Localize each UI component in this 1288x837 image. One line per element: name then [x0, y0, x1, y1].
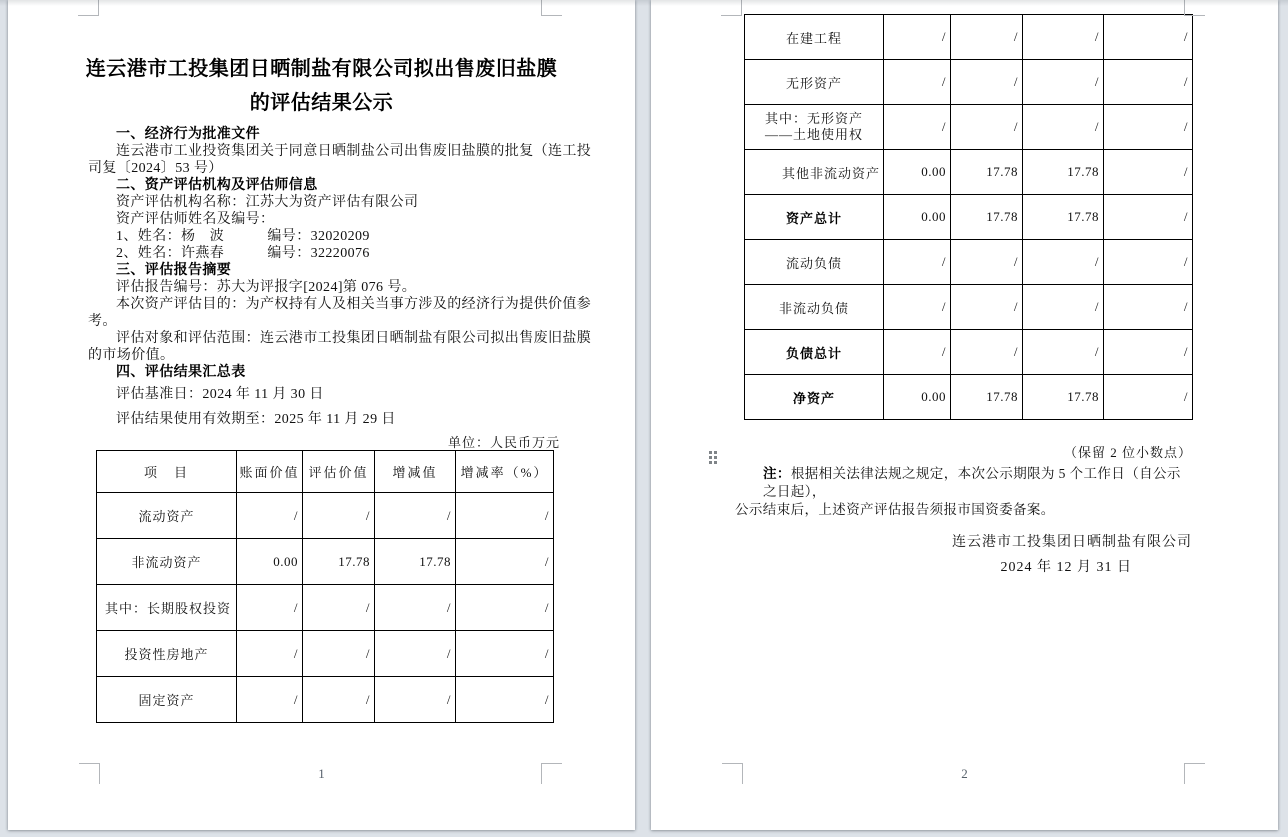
- body-line: 评估报告编号：苏大为评报字[2024]第 076 号。: [116, 280, 417, 295]
- cell: /: [456, 677, 554, 723]
- cell: /: [1104, 240, 1193, 285]
- cell: /: [1023, 60, 1104, 105]
- body-line: 资产评估机构名称：江苏大为资产评估有限公司: [116, 195, 419, 210]
- header-book-value: 账面价值: [237, 451, 303, 493]
- cell: 0.00: [237, 539, 303, 585]
- cell: 0.00: [884, 150, 951, 195]
- body-line: 的市场价值。: [88, 348, 175, 363]
- body-line: 考。: [88, 314, 117, 329]
- page-number-2: 2: [961, 766, 968, 781]
- table-row: [745, 375, 1193, 420]
- row-label: 资产总计: [745, 195, 884, 240]
- cell: /: [1023, 330, 1104, 375]
- cell: /: [303, 677, 375, 723]
- page-number-1: 1: [318, 766, 325, 781]
- row-label: 其他非流动资产: [745, 150, 884, 195]
- title-line-2: 的评估结果公示: [249, 92, 394, 114]
- row-label: 非流动负债: [745, 285, 884, 330]
- cell: /: [1104, 105, 1193, 150]
- table-row: [745, 285, 1193, 330]
- cell: 17.78: [1023, 150, 1104, 195]
- row-label: 固定资产: [97, 677, 237, 723]
- cell: /: [951, 330, 1023, 375]
- handle-dot: [714, 461, 717, 464]
- unit-note: 单位：人民币万元: [447, 435, 560, 450]
- cell: /: [951, 60, 1023, 105]
- row-label: 流动资产: [97, 493, 237, 539]
- body-line: 1、姓名：杨 波 编号：32020209: [116, 229, 370, 244]
- base-date-line: 评估基准日：2024 年 11 月 30 日: [116, 387, 324, 402]
- section-heading-2: 二、资产评估机构及评估师信息: [116, 178, 318, 193]
- row-label: 非流动资产: [97, 539, 237, 585]
- table-row: [97, 585, 554, 631]
- body-line: 连云港市工业投资集团关于同意日晒制盐公司出售废旧盐膜的批复（连工投: [116, 144, 592, 159]
- cell: /: [951, 105, 1023, 150]
- cell: 17.78: [1023, 195, 1104, 240]
- handle-dot: [714, 456, 717, 459]
- table-row: [745, 330, 1193, 375]
- cropmark-top-left: [78, 0, 99, 16]
- cell: /: [456, 631, 554, 677]
- cell: /: [951, 285, 1023, 330]
- row-label-line2: ——土地使用权: [764, 127, 863, 142]
- cell: 17.78: [375, 539, 456, 585]
- cell: /: [456, 585, 554, 631]
- table-row: [745, 240, 1193, 285]
- legal-note: [735, 465, 1194, 519]
- cell: 0.00: [884, 375, 951, 420]
- cell: /: [1104, 150, 1193, 195]
- cell: /: [456, 539, 554, 585]
- page-2[interactable]: [651, 0, 1278, 830]
- table-row: [745, 195, 1193, 240]
- section-heading-3: 三、评估报告摘要: [116, 263, 232, 278]
- cell: /: [375, 585, 456, 631]
- body-line: 2、姓名：许燕春 编号：32220076: [116, 246, 370, 261]
- cell: /: [1104, 285, 1193, 330]
- table-row: [745, 60, 1193, 105]
- cell: /: [303, 493, 375, 539]
- handle-dot: [709, 461, 712, 464]
- cell: /: [884, 105, 951, 150]
- cell: /: [237, 493, 303, 539]
- row-label: [745, 105, 884, 150]
- cell: 17.78: [1023, 375, 1104, 420]
- row-label: 负债总计: [745, 330, 884, 375]
- row-label-line1: 其中：无形资产: [764, 111, 863, 126]
- note-label: 注：: [763, 466, 791, 481]
- legal-note-line1: 注：根据相关法律法规之规定，本次公示期限为 5 个工作日（自公示之日起），: [763, 466, 1181, 499]
- table-row: [97, 677, 554, 723]
- cell: /: [375, 493, 456, 539]
- body-text: [88, 126, 592, 428]
- body-line: 资产评估师姓名及编号：: [116, 212, 275, 227]
- cell: /: [1023, 105, 1104, 150]
- header-change-rate: 增减率（%）: [456, 451, 554, 493]
- cell: /: [1104, 15, 1193, 60]
- page-1[interactable]: [8, 0, 635, 830]
- row-label: 投资性房地产: [97, 631, 237, 677]
- table-row: [745, 15, 1193, 60]
- cell: /: [375, 631, 456, 677]
- cropmark-top-left: [721, 0, 742, 16]
- cell: /: [884, 15, 951, 60]
- decimal-precision-note: （保留 2 位小数点）: [1063, 445, 1192, 460]
- cell: /: [237, 585, 303, 631]
- table-header-row: [97, 451, 554, 493]
- cell: /: [951, 15, 1023, 60]
- paragraph-drag-handle-icon[interactable]: [709, 451, 722, 467]
- table-row: [745, 105, 1193, 150]
- header-appraised-value: 评估价值: [303, 451, 375, 493]
- cell: /: [1104, 195, 1193, 240]
- validity-date-line: 评估结果使用有效期至：2025 年 11 月 29 日: [116, 412, 396, 427]
- body-line: 本次资产评估目的：为产权持有人及相关当事方涉及的经济行为提供价值参: [116, 297, 592, 312]
- cell: 17.78: [303, 539, 375, 585]
- cell: /: [303, 585, 375, 631]
- row-label: 其中：长期股权投资: [97, 585, 237, 631]
- cell: /: [1023, 285, 1104, 330]
- handle-dot: [709, 456, 712, 459]
- cell: /: [1104, 60, 1193, 105]
- signature-date: 2024 年 12 月 31 日: [1000, 560, 1132, 575]
- cell: /: [237, 677, 303, 723]
- table-row: [97, 493, 554, 539]
- row-label: 净资产: [745, 375, 884, 420]
- legal-note-line2: 公示结束后，上述资产评估报告须报市国资委备案。: [735, 502, 1055, 517]
- cell: /: [1023, 15, 1104, 60]
- table-row: [97, 539, 554, 585]
- header-item: 项 目: [97, 451, 237, 493]
- table-row: [97, 631, 554, 677]
- body-line: 评估对象和评估范围：连云港市工投集团日晒制盐有限公司拟出售废旧盐膜: [116, 331, 592, 346]
- company-signature: 连云港市工投集团日晒制盐有限公司: [952, 535, 1192, 550]
- section-heading-4: 四、评估结果汇总表: [116, 365, 246, 380]
- row-label: 无形资产: [745, 60, 884, 105]
- title-line-1: 连云港市工投集团日晒制盐有限公司拟出售废旧盐膜: [85, 58, 558, 80]
- cell: /: [237, 631, 303, 677]
- cell: /: [951, 240, 1023, 285]
- cell: /: [303, 631, 375, 677]
- cell: 17.78: [951, 375, 1023, 420]
- document-title: [8, 52, 635, 120]
- cell: /: [884, 60, 951, 105]
- valuation-table-page2: [744, 14, 1193, 420]
- row-label: 流动负债: [745, 240, 884, 285]
- header-change-value: 增减值: [375, 451, 456, 493]
- cell: /: [884, 240, 951, 285]
- cell: 0.00: [884, 195, 951, 240]
- body-line: 司复〔2024〕53 号）: [88, 161, 223, 176]
- cell: /: [1023, 240, 1104, 285]
- handle-dot: [709, 451, 712, 454]
- row-label: 在建工程: [745, 15, 884, 60]
- cell: /: [884, 285, 951, 330]
- cell: /: [1104, 375, 1193, 420]
- valuation-table-page1: [96, 450, 554, 723]
- section-heading-1: 一、经济行为批准文件: [116, 127, 260, 142]
- table-row: [745, 150, 1193, 195]
- cell: 17.78: [951, 150, 1023, 195]
- cell: /: [375, 677, 456, 723]
- handle-dot: [714, 451, 717, 454]
- cell: /: [884, 330, 951, 375]
- cropmark-top-right: [541, 0, 562, 16]
- cell: 17.78: [951, 195, 1023, 240]
- cell: /: [1104, 330, 1193, 375]
- cell: /: [456, 493, 554, 539]
